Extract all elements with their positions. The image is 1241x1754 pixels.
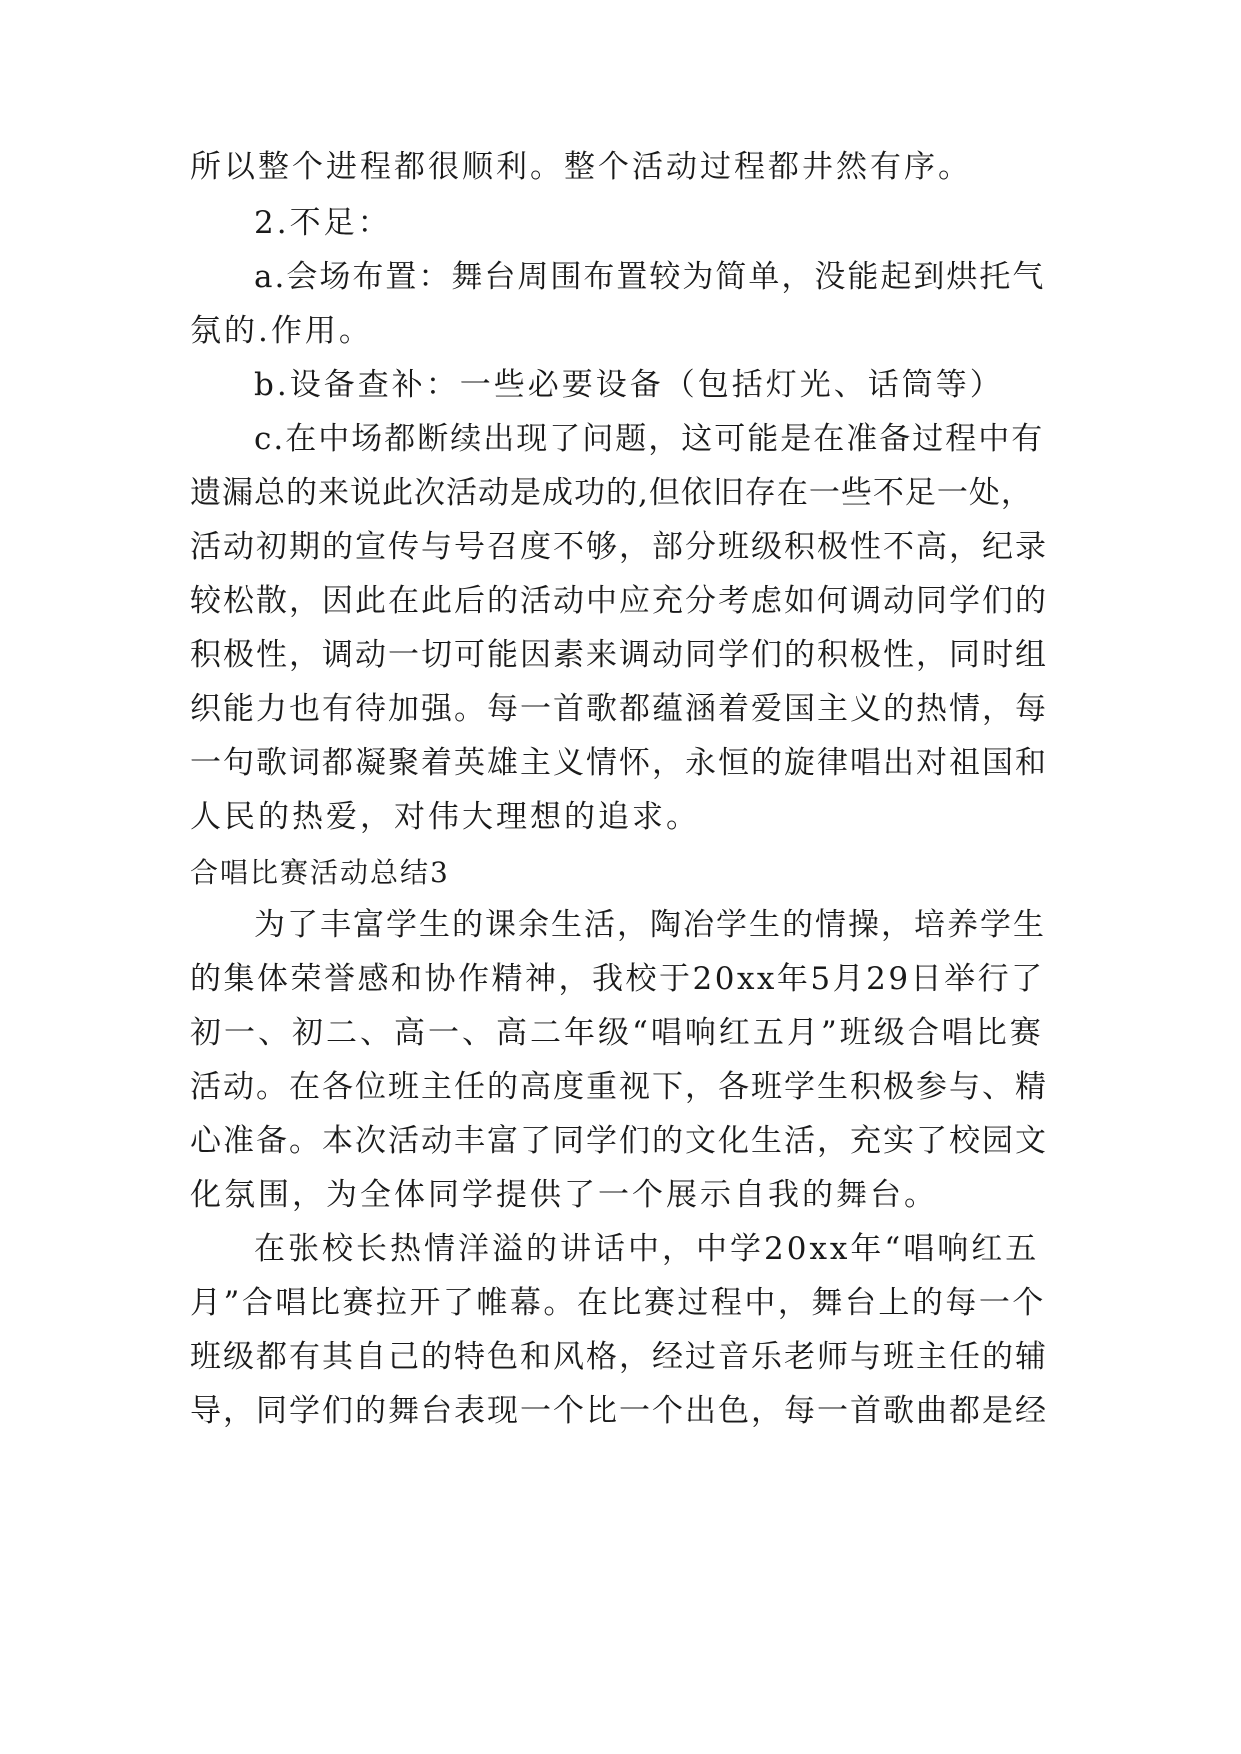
paragraph-line: 织能力也有待加强。每一首歌都蕴涵着爱国主义的热情，每 (190, 691, 1048, 727)
paragraph-line: 心准备。本次活动丰富了同学们的文化生活，充实了校园文 (190, 1123, 1048, 1159)
paragraph-line: 一句歌词都凝聚着英雄主义情怀，永恒的旋律唱出对祖国和 (190, 745, 1048, 781)
paragraph-line: 所以整个进程都很顺利。整个活动过程都井然有序。 (190, 149, 972, 185)
paragraph-line: 班级都有其自己的特色和风格，经过音乐老师与班主任的辅 (190, 1339, 1048, 1375)
section-heading: 合唱比赛活动总结3 (190, 856, 450, 889)
paragraph-line: 遗漏总的来说此次活动是成功的,但依旧存在一些不足一处， (190, 475, 1033, 511)
paragraph-line: 活动。在各位班主任的高度重视下，各班学生积极参与、精 (190, 1069, 1048, 1105)
list-item-b: b.设备查补：一些必要设备（包括灯光、话筒等） (254, 367, 1004, 403)
paragraph-line: 积极性，调动一切可能因素来调动同学们的积极性，同时组 (190, 637, 1048, 673)
list-item-a: a.会场布置：舞台周围布置较为简单，没能起到烘托气 (254, 259, 1046, 295)
paragraph-line: 人民的热爱，对伟大理想的追求。 (190, 799, 700, 835)
paragraph-line: 活动初期的宣传与号召度不够，部分班级积极性不高，纪录 (190, 529, 1048, 565)
paragraph-line: 月”合唱比赛拉开了帷幕。在比赛过程中，舞台上的每一个 (190, 1285, 1046, 1321)
paragraph-line: 初一、初二、高一、高二年级“唱响红五月”班级合唱比赛 (190, 1015, 1044, 1051)
paragraph-line: 化氛围，为全体同学提供了一个展示自我的舞台。 (190, 1177, 938, 1213)
paragraph-line: 在张校长热情洋溢的讲话中，中学20xx年“唱响红五 (254, 1231, 1040, 1267)
paragraph-line: 导，同学们的舞台表现一个比一个出色，每一首歌曲都是经 (190, 1393, 1048, 1429)
section-label-shortcomings: 2.不足： (254, 205, 392, 241)
paragraph-line: 较松散，因此在此后的活动中应充分考虑如何调动同学们的 (190, 583, 1048, 619)
list-item-c: c.在中场都断续出现了问题，这可能是在准备过程中有 (254, 421, 1045, 457)
paragraph-line: 氛的.作用。 (190, 313, 373, 349)
paragraph-line: 为了丰富学生的课余生活，陶冶学生的情操，培养学生 (254, 907, 1046, 943)
paragraph-line: 的集体荣誉感和协作精神，我校于20xx年5月29日举行了 (190, 961, 1045, 997)
